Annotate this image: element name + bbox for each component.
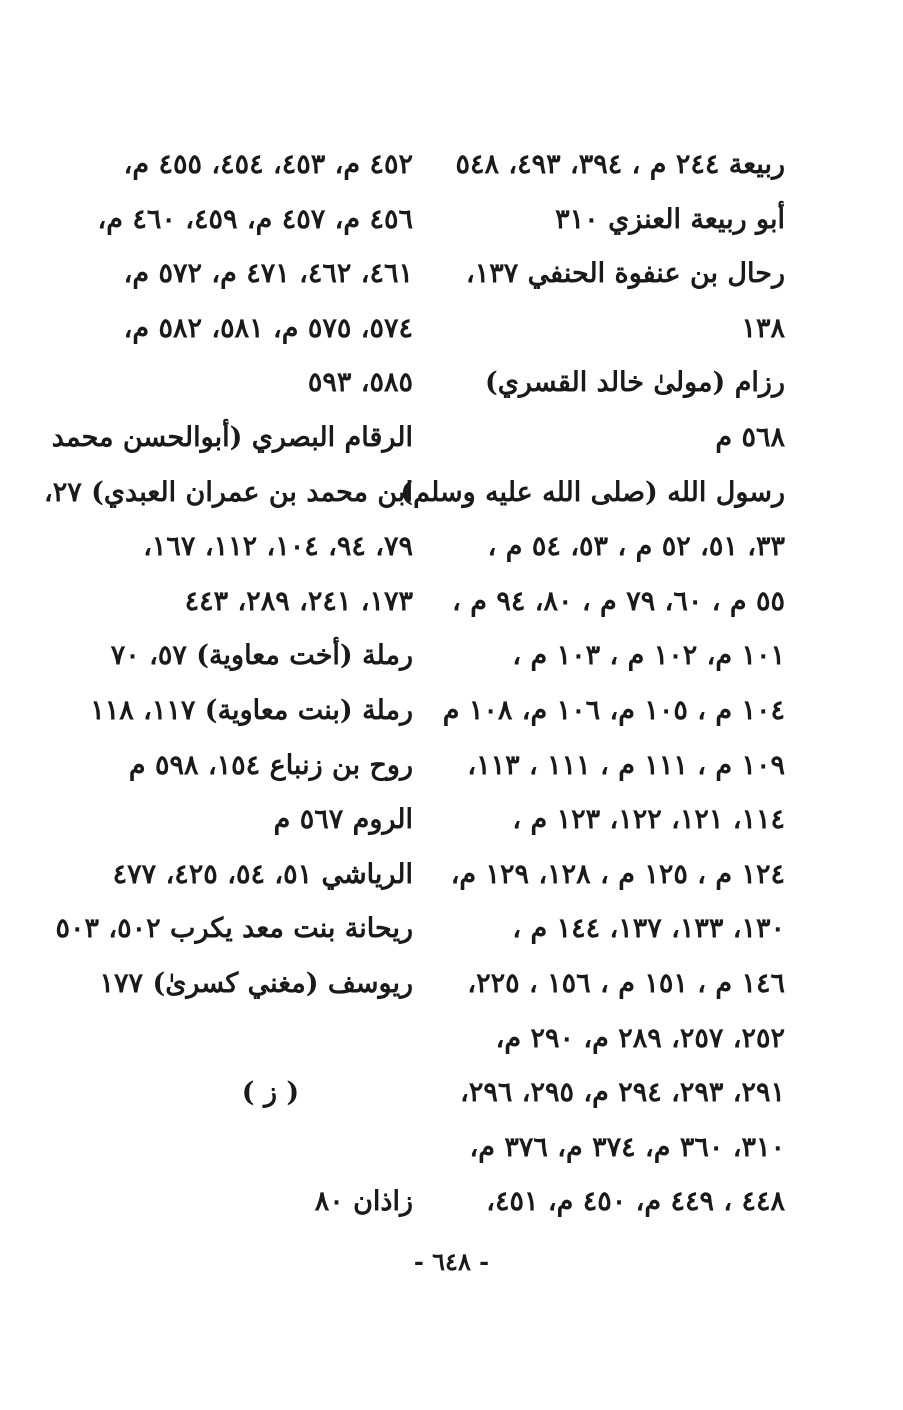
- index-entry-line: ١٠٩ م ، ١١١ م ، ١١١ ، ١١٣،: [467, 749, 785, 781]
- index-entry-line: رزام (مولىٰ خالد القسري): [484, 367, 785, 399]
- index-entry-line: ١٠٤ م ، ١٠٥ م، ١٠٦ م، ١٠٨ م: [442, 694, 785, 726]
- index-entry-line: ٥٦٨ م: [715, 421, 785, 453]
- index-entry-line: ٥٥ م ، ٦٠، ٧٩ م ، ٨٠، ٩٤ م ،: [452, 585, 785, 617]
- index-entry-line: رملة (أخت معاوية) ٥٧، ٧٠: [110, 640, 413, 672]
- index-entry-line: ١٠١ م، ١٠٢ م ، ١٠٣ م ،: [512, 640, 785, 672]
- index-column-left: [44, 138, 413, 1230]
- index-entry-line: ١١٤، ١٢١، ١٢٢، ١٢٣ م ،: [512, 804, 785, 836]
- index-entry-line: الرياشي ٥١، ٥٤، ٤٢٥، ٤٧٧: [112, 858, 413, 890]
- index-entry-line: ٤٤٨ ، ٤٤٩ م، ٤٥٠ م، ٤٥١،: [486, 1186, 785, 1218]
- index-entry-line: ابن محمد بن عمران العبدي) ٢٧،: [44, 476, 413, 508]
- index-entry-line: ١٣٨: [741, 312, 785, 344]
- index-entry-line: ٢٥٢، ٢٥٧، ٢٨٩ م، ٢٩٠ م،: [495, 1022, 785, 1054]
- index-entry-line: ٢٩١، ٢٩٣، ٢٩٤ م، ٢٩٥، ٢٩٦،: [460, 1077, 785, 1109]
- index-entry-line: رسول الله (صلى الله عليه وسلم): [400, 476, 785, 508]
- section-letter-heading: ( ز ): [241, 1077, 300, 1109]
- spacer-line: [68, 1121, 413, 1176]
- index-entry-line: ١٤٦ م ، ١٥١ م ، ١٥٦ ، ٢٢٥،: [467, 967, 785, 999]
- index-entry-line: ٤٥٢ م، ٤٥٣، ٤٥٤، ٤٥٥ م،: [123, 149, 413, 180]
- index-entry-line: ٣١٠، ٣٦٠ م، ٣٧٤ م، ٣٧٦ م،: [469, 1131, 785, 1163]
- index-entry-line: زاذان ٨٠: [314, 1186, 413, 1218]
- index-entry-line: الروم ٥٦٧ م: [273, 804, 413, 836]
- index-entry-line: ٤٦١، ٤٦٢، ٤٧١ م، ٥٧٢ م،: [123, 258, 413, 290]
- index-entry-line: ١٧٣، ٢٤١، ٢٨٩، ٤٤٣: [184, 585, 413, 617]
- index-column-right: [400, 138, 785, 1230]
- index-entry-line: أبو ربيعة العنزي ٣١٠: [555, 203, 785, 235]
- index-entry-line: الرقام البصري (أبوالحسن محمد: [51, 421, 413, 453]
- index-entry-line: ١٣٠، ١٣٣، ١٣٧، ١٤٤ م ،: [512, 913, 785, 945]
- index-entry-line: ٥٧٤، ٥٧٥ م، ٥٨١، ٥٨٢ م،: [123, 312, 413, 344]
- page-number: - ٦٤٨ -: [413, 1247, 490, 1276]
- index-entry-line: ربيعة ٢٤٤ م ، ٣٩٤، ٤٩٣، ٥٤٨: [455, 149, 785, 180]
- spacer-line: [68, 1012, 413, 1067]
- index-entry-line: رملة (بنت معاوية) ١١٧، ١١٨: [90, 694, 413, 726]
- index-entry-line: ٣٣، ٥١، ٥٢ م ، ٥٣، ٥٤ م ،: [487, 531, 785, 563]
- index-entry-line: ٥٨٥، ٥٩٣: [307, 367, 413, 399]
- index-entry-line: ريحانة بنت معد يكرب ٥٠٢، ٥٠٣: [55, 913, 413, 945]
- index-entry-line: ريوسف (مغني كسرىٰ) ١٧٧: [99, 967, 413, 999]
- index-entry-line: روح بن زنباع ١٥٤، ٥٩٨ م: [128, 749, 413, 781]
- index-entry-line: ٤٥٦ م، ٤٥٧ م، ٤٥٩، ٤٦٠ م،: [97, 203, 413, 235]
- index-entry-line: رحال بن عنفوة الحنفي ١٣٧،: [466, 258, 785, 290]
- index-entry-line: ١٢٤ م ، ١٢٥ م ، ١٢٨، ١٢٩ م،: [450, 858, 785, 890]
- index-entry-line: ٧٩، ٩٤، ١٠٤، ١١٢، ١٦٧،: [143, 531, 413, 563]
